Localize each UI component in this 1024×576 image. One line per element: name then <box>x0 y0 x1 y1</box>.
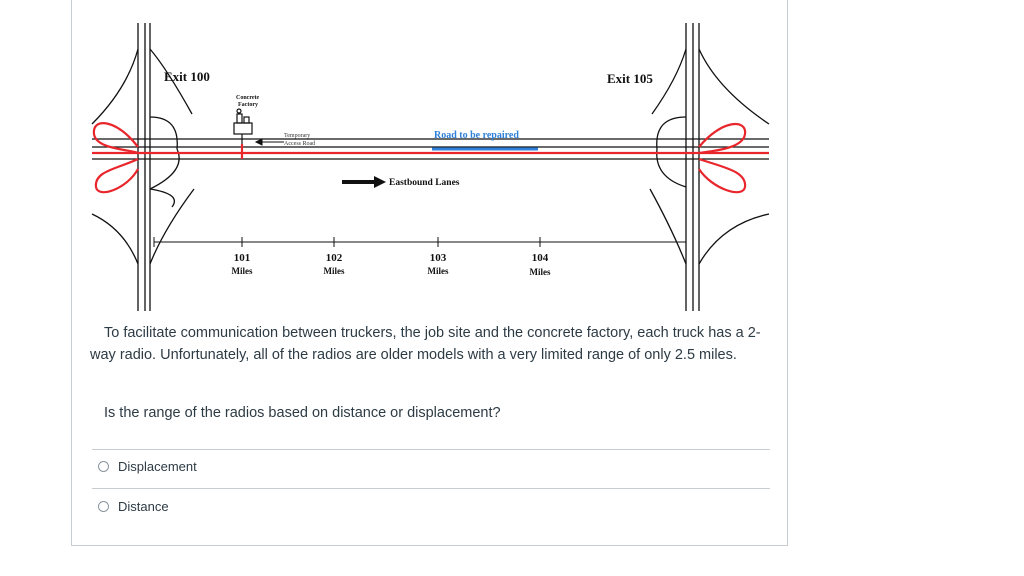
exit-left-label: Exit 100 <box>164 69 210 84</box>
mile-marker-number: 104 <box>531 252 549 264</box>
mile-marker-unit: Miles <box>427 266 449 276</box>
exit-right-label: Exit 105 <box>607 71 653 86</box>
access-road-label: Access Road <box>284 141 316 147</box>
divider <box>92 488 770 489</box>
mile-marker-unit: Miles <box>323 266 345 276</box>
right-interchange <box>650 23 769 311</box>
answer-option-displacement[interactable] <box>98 459 197 474</box>
factory-label: Factory <box>238 102 258 108</box>
answer-option-distance[interactable] <box>98 499 169 514</box>
radio-button[interactable] <box>98 461 109 472</box>
repair-label: Road to be repaired <box>434 130 519 141</box>
distance-scale <box>154 237 686 247</box>
question-paragraph: To facilitate communication between truckers, the job site and the concrete factory, each truck has a 2-way radio. Unfortunately, all of the radios are older models with a very limited range of only 2.5 miles. <box>90 325 761 363</box>
direction-label: Eastbound Lanes <box>389 178 460 188</box>
factory-label: Concrete <box>236 95 260 101</box>
mile-marker-unit: Miles <box>529 267 551 277</box>
highway <box>92 139 769 159</box>
mile-marker-number: 102 <box>325 252 343 264</box>
answer-label: Distance <box>118 499 169 514</box>
radio-button[interactable] <box>98 501 109 512</box>
access-road-arrow <box>256 139 284 145</box>
answer-label: Displacement <box>118 459 197 474</box>
eastbound-arrow <box>342 176 386 188</box>
mile-marker-number: 101 <box>233 252 251 264</box>
question-card <box>71 0 788 546</box>
mile-marker-number: 103 <box>429 252 447 264</box>
access-road-label: Temporary <box>284 133 311 139</box>
divider <box>92 449 770 450</box>
question-prompt: Is the range of the radios based on distance or displacement? <box>104 405 501 421</box>
left-interchange <box>92 23 194 311</box>
highway-diagram <box>72 0 789 319</box>
mile-marker-unit: Miles <box>231 266 253 276</box>
